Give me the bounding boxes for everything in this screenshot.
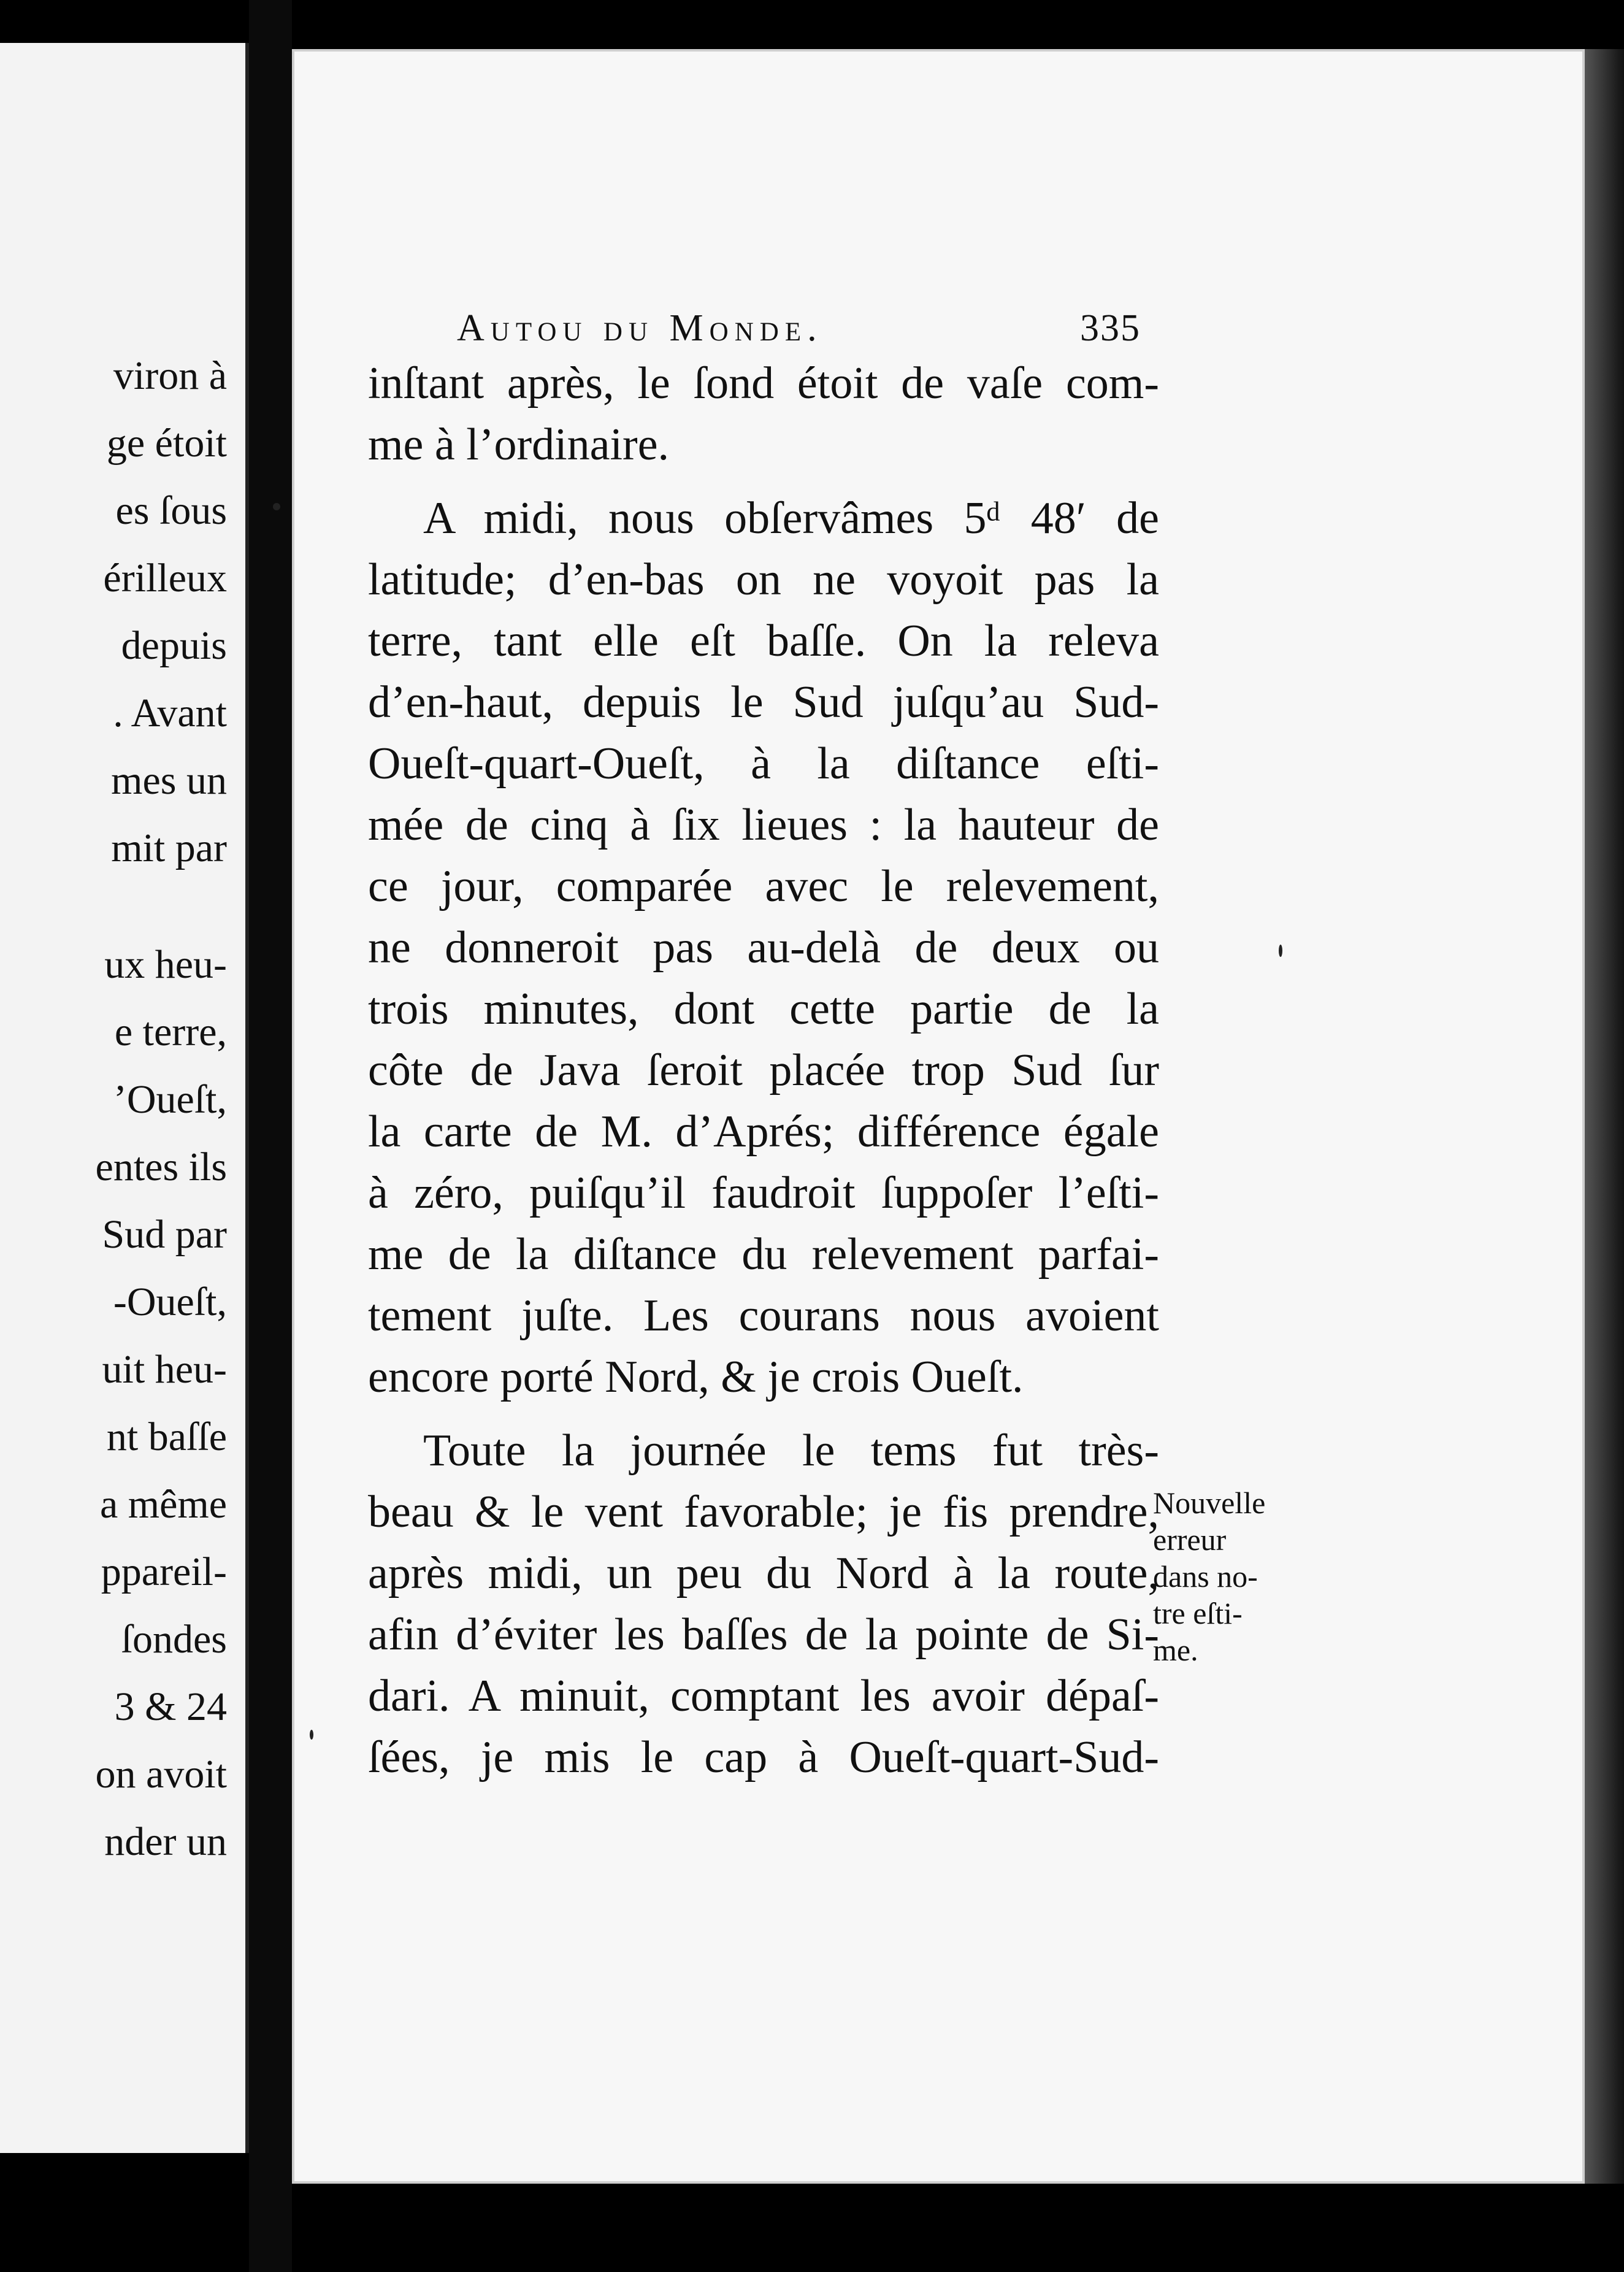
left-page-line: érilleux xyxy=(103,556,227,601)
text-line: inſtant après, le ſond étoit de vaſe com- xyxy=(368,358,1159,409)
left-page-fragment xyxy=(0,43,249,2153)
text-line: afin d’éviter les baſſes de la pointe de Si- xyxy=(368,1610,1159,1660)
left-page-line: viron à xyxy=(113,353,227,398)
running-head-title: Autou du Monde. xyxy=(457,307,823,349)
left-page-line: Sud par xyxy=(102,1212,227,1257)
margin-note-line: dans no- xyxy=(1153,1559,1258,1594)
text-line: après midi, un peu du Nord à la route, xyxy=(368,1548,1159,1598)
left-page-line: -Oueſt, xyxy=(113,1280,227,1324)
body-text xyxy=(368,353,1159,1788)
text-line: côte de Java ſeroit placée trop Sud ſur xyxy=(368,1045,1159,1096)
book-gutter xyxy=(249,0,292,2272)
left-page-line: on avoit xyxy=(95,1752,227,1797)
text-line: ne donneroit pas au-delà de deux ou xyxy=(368,923,1159,973)
margin-note-line: tre eſti- xyxy=(1153,1596,1243,1630)
text-line: beau & le vent favorable; je fis prendre, xyxy=(368,1487,1159,1537)
left-page-line: uit heu- xyxy=(102,1347,227,1392)
text-line: ce jour, comparée avec le relevement, xyxy=(368,861,1159,911)
left-page-line: es ſous xyxy=(115,488,227,533)
margin-note-line: Nouvelle xyxy=(1153,1486,1266,1520)
text-line: dari. A minuit, comptant les avoir dépaſ- xyxy=(368,1671,1159,1721)
text-line: terre, tant elle eſt baſſe. On la releva xyxy=(368,616,1159,666)
paper-speck xyxy=(273,503,280,510)
text-line: me de la diſtance du relevement parfai- xyxy=(368,1229,1159,1280)
left-page-line: ’Oueſt, xyxy=(113,1077,227,1122)
left-page-line: nt baſſe xyxy=(106,1414,227,1459)
left-page-line: ux heu- xyxy=(104,942,227,987)
text-line: trois minutes, dont cette partie de la xyxy=(368,984,1159,1034)
left-page-line: depuis xyxy=(121,623,227,668)
left-page-line: mit par xyxy=(111,826,227,870)
left-page-line: ſondes xyxy=(121,1617,227,1662)
left-page-line: entes ils xyxy=(95,1145,227,1189)
left-page-line: nder un xyxy=(104,1819,227,1864)
left-page-line: mes un xyxy=(111,758,227,803)
paper-speck xyxy=(1279,945,1282,957)
text-line: encore porté Nord, & je crois Oueſt. xyxy=(368,1352,1024,1402)
left-page-line: ge étoit xyxy=(106,421,227,466)
text-line: A midi, nous obſervâmes 5ᵈ 48′ de xyxy=(423,493,1159,543)
text-line: à zéro, puiſqu’il faudroit ſuppoſer l’eſti- xyxy=(368,1168,1159,1218)
text-line: mée de cinq à ſix lieues : la hauteur de xyxy=(368,800,1159,850)
text-line: Toute la journée le tems fut très- xyxy=(423,1426,1159,1476)
page-number: 335 xyxy=(1080,307,1141,349)
left-page-line: ppareil- xyxy=(101,1549,227,1594)
text-line: me à l’ordinaire. xyxy=(368,420,670,470)
left-page-line: 3 & 24 xyxy=(114,1684,227,1729)
text-line: latitude; d’en-bas on ne voyoit pas la xyxy=(368,555,1159,605)
text-line: la carte de M. d’Aprés; différence égale xyxy=(368,1107,1159,1157)
margin-note-line: me. xyxy=(1153,1633,1198,1667)
text-line: ſées, je mis le cap à Oueſt-quart-Sud- xyxy=(368,1732,1159,1783)
text-line: Oueſt-quart-Oueſt, à la diſtance eſti- xyxy=(368,739,1159,789)
margin-note-line: erreur xyxy=(1153,1522,1227,1557)
left-page-line: . Avant xyxy=(113,691,227,735)
margin-note xyxy=(1153,1484,1300,1668)
text-line: d’en-haut, depuis le Sud juſqu’au Sud- xyxy=(368,677,1159,727)
page-edge-shadow xyxy=(1585,49,1624,2184)
left-page-line: e terre, xyxy=(114,1010,227,1054)
text-line: tement juſte. Les courans nous avoient xyxy=(368,1291,1159,1341)
left-page-line: a même xyxy=(99,1482,227,1527)
paper-speck xyxy=(310,1730,313,1740)
